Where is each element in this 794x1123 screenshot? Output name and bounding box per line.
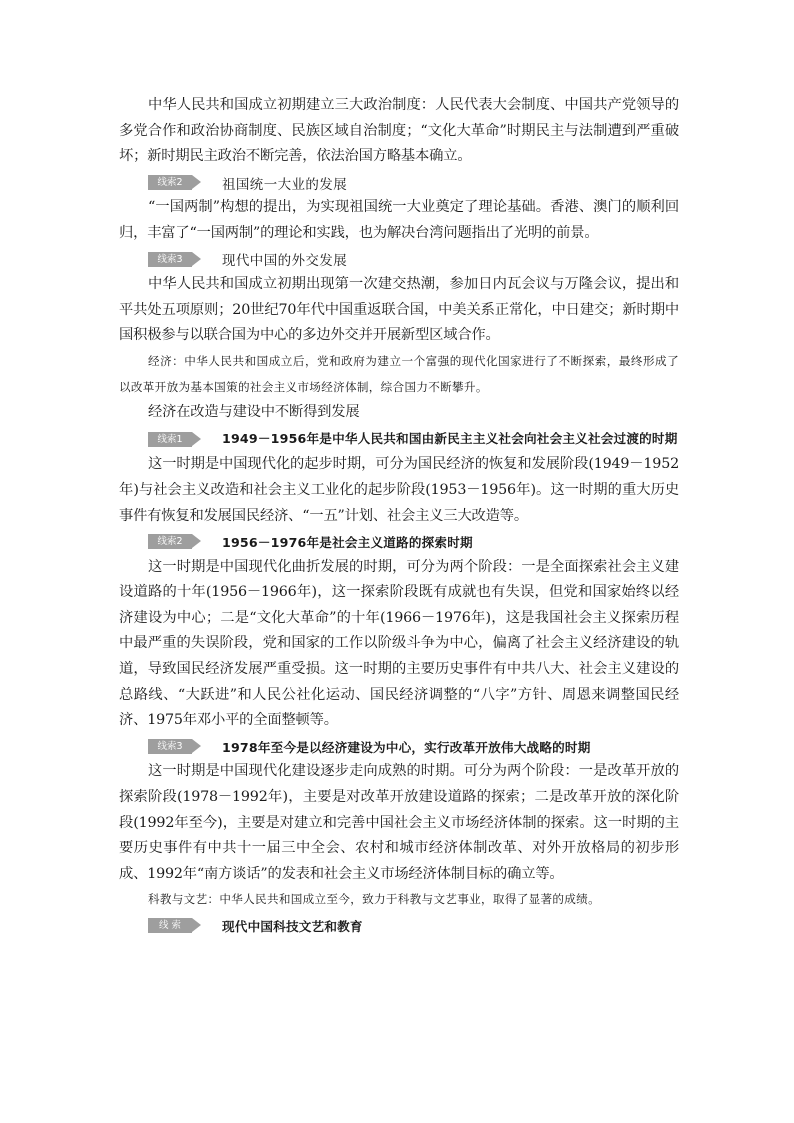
science-summary: 科教与文艺：中华人民共和国成立至今，致力于科教与文艺事业，取得了显著的成绩。 [148,892,600,907]
clue-heading-reform [119,734,679,760]
clue-badge: 线索2 [148,534,192,549]
document-content [119,93,679,939]
clue-heading-reunification [119,170,679,196]
clue-heading-diplomacy [119,247,679,273]
clue-badge: 线索1 [148,432,192,447]
clue-heading-text: 现代中国科技文艺和教育 [222,919,363,935]
clue-badge: 线索2 [148,175,192,190]
clue-heading-transition [119,426,679,453]
economy-section-title: 经济在改造与建设中不断得到发展 [148,404,360,421]
clue-badge: 线 索 [148,918,192,933]
clue-heading-text: 1949－1956年是中华人民共和国由新民主主义社会向社会主义社会过渡的时期 [222,430,678,446]
paragraph-reunification: “一国两制”构想的提出，为实现祖国统一大业奠定了理论基础。香港、澳门的顺利回归，丰富了“一国两制”的理论和实践，也为解决台湾问题指出了光明的前景。 [119,199,679,241]
clue-heading-text: 1956－1976年是社会主义道路的探索时期 [222,535,473,551]
clue-badge: 线索3 [148,252,192,267]
clue-badge: 线索3 [148,739,192,754]
paragraph-reform: 这一时期是中国现代化建设逐步走向成熟的时期。可分为两个阶段：一是改革开放的探索阶段(1978－1992年)，主要是对改革开放建设道路的探索；二是改革开放的深化阶段(1992年至今)，主要是对建立和完善中国社会主义市场经济体制的探索。这一时期的主要历史事件有中共十一届三中全会、农村和城市经济体制改革、对外开放格局的初步形成、1992年“南方谈话”的发表和社会主义市场经济体制目标的确立等。 [119,763,679,882]
clue-heading-text: 1978年至今是以经济建设为中心，实行改革开放伟大战略的时期 [222,740,591,756]
paragraph-diplomacy: 中华人民共和国成立初期出现第一次建交热潮，参加日内瓦会议与万隆会议，提出和平共处五项原则；20世纪70年代中国重返联合国，中美关系正常化，中日建交；新时期中国积极参与以联合国为中心的多边外交并开展新型区域合作。 [119,276,679,344]
economy-summary: 经济：中华人民共和国成立后，党和政府为建立一个富强的现代化国家进行了不断探索，最终形成了以改革开放为基本国策的社会主义市场经济体制，综合国力不断攀升。 [119,353,679,394]
paragraph-politics-system: 中华人民共和国成立初期建立三大政治制度：人民代表大会制度、中国共产党领导的多党合作和政治协商制度、民族区域自治制度；“文化大革命”时期民主与法制遭到严重破坏；新时期民主政治不断完善，依法治国方略基本确立。 [119,97,679,165]
paragraph-exploration: 这一时期是中国现代化曲折发展的时期，可分为两个阶段：一是全面探索社会主义建设道路的十年(1956－1966年)，这一探索阶段既有成就也有失误，但党和国家始终以经济建设为中心；二是“文化大革命”的十年(1966－1976年)，这是我国社会主义探索历程中最严重的失误阶段，党和国家的工作以阶级斗争为中心，偏离了社会主义经济建设的轨道，导致国民经济发展严重受损。这一时期的主要历史事件有中共八大、社会主义建设的总路线、“大跃进”和人民公社化运动、国民经济调整的“八字”方针、周恩来调整国民经济、1975年邓小平的全面整顿等。 [119,558,679,729]
clue-heading-text: 祖国统一大业的发展 [222,176,348,193]
clue-heading-exploration [119,529,679,555]
clue-heading-science [119,913,679,939]
clue-heading-text: 现代中国的外交发展 [222,253,348,270]
paragraph-transition: 这一时期是中国现代化的起步时期，可分为国民经济的恢复和发展阶段(1949－1952年)与社会主义改造和社会主义工业化的起步阶段(1953－1956年)。这一时期的重大历史事件有恢复和发展国民经济、“一五”计划、社会主义三大改造等。 [119,456,679,524]
